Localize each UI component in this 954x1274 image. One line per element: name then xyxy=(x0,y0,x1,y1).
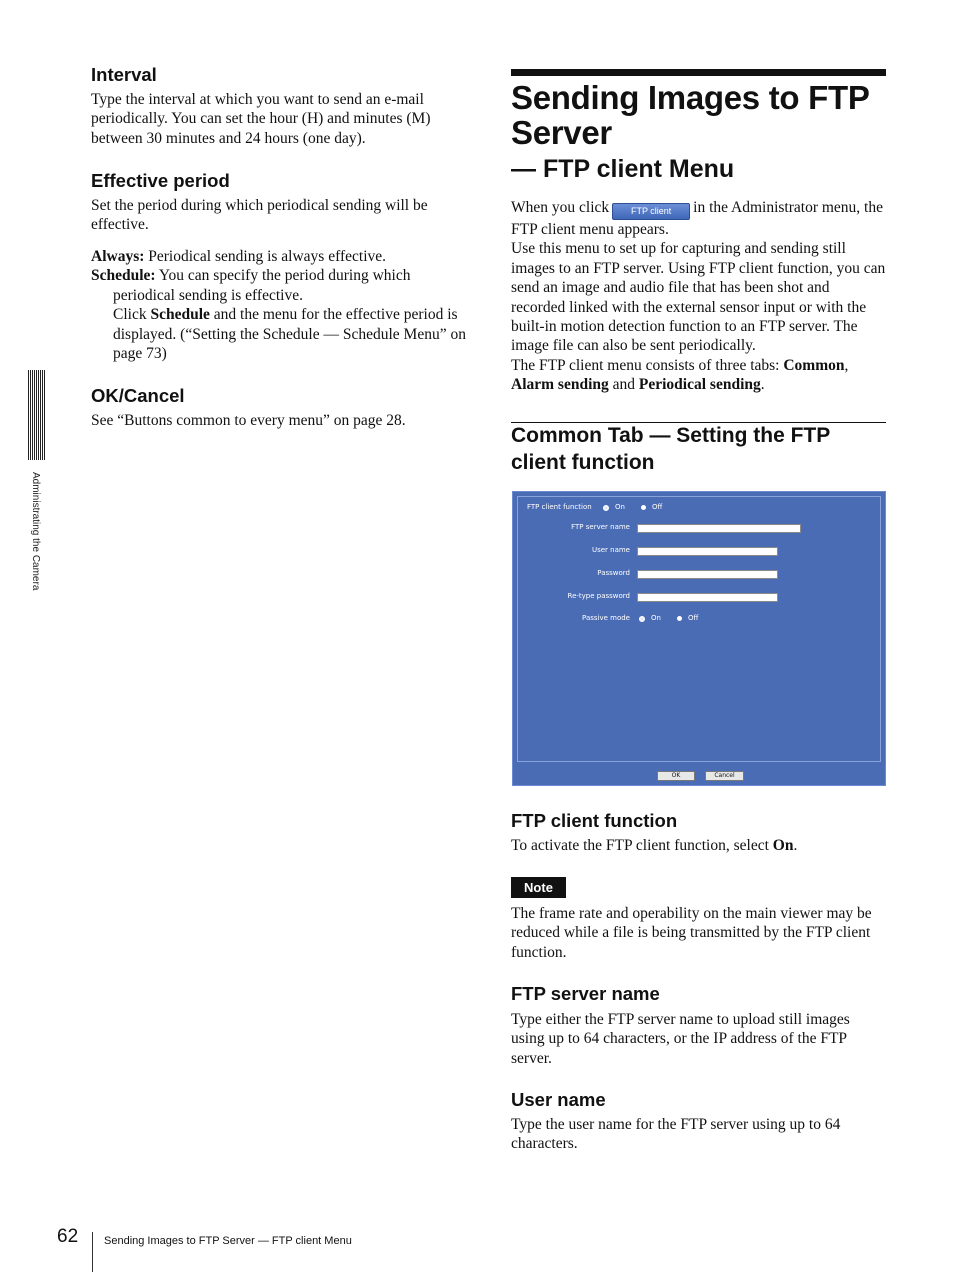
running-title: Sending Images to FTP Server — FTP client Menu xyxy=(104,1235,352,1247)
schedule-text: You can specify the period during which periodical sending is effective. xyxy=(113,267,411,304)
title-rule xyxy=(511,69,886,76)
intro-p3: The FTP client menu consists of three tabs: Common, Alarm sending and Periodical sending. xyxy=(511,356,849,394)
ftp-server-name-heading: FTP server name xyxy=(511,983,660,1004)
ftp-client-function-text: To activate the FTP client function, select On. xyxy=(511,837,798,854)
shot-password-label: Password xyxy=(597,569,630,577)
shot-ftp-server-name-input[interactable] xyxy=(637,524,801,533)
shot-radio-off[interactable] xyxy=(641,505,646,510)
shot-off-label: Off xyxy=(652,503,663,511)
intro-p1: When you click FTP client in the Administrator menu, the FTP client menu appears. xyxy=(511,199,883,238)
intro-p2: Use this menu to set up for capturing and sending still images to an FTP server. Using FTP client function, you can send an image and audio file that has been shot and recorded linked with the external sensor input or with the built-in motion detection function to an FTP server. The image file can also be sent periodically. xyxy=(511,240,886,355)
schedule-term: Schedule: xyxy=(91,267,156,285)
shot-passive-off-label: Off xyxy=(688,614,699,622)
interval-text: Type the interval at which you want to send an e-mail periodically. You can set the hour (H) and minutes (M) between 30 minutes and 24 hours (one day). xyxy=(91,91,431,147)
ok-cancel-heading: OK/Cancel xyxy=(91,385,185,406)
page-title: Sending Images to FTP Server xyxy=(511,79,870,151)
shot-cancel-button[interactable]: Cancel xyxy=(705,771,744,781)
user-name-text: Type the user name for the FTP server using up to 64 characters. xyxy=(511,1116,841,1153)
always-definition xyxy=(91,247,471,266)
ftp-client-menu-button: FTP client xyxy=(612,203,690,220)
shot-retype-password-input[interactable] xyxy=(637,593,778,602)
user-name-heading: User name xyxy=(511,1089,606,1110)
intro-text xyxy=(511,198,887,395)
screenshot-frame xyxy=(517,496,881,762)
shot-ok-button[interactable]: OK xyxy=(657,771,695,781)
shot-passive-on-label: On xyxy=(651,614,661,622)
shot-ftp-server-name-label: FTP server name xyxy=(571,523,630,531)
ok-cancel-text: See “Buttons common to every menu” on page 28. xyxy=(91,412,406,429)
schedule-click-text: Click Schedule and the menu for the effective period is displayed. (“Setting the Schedule — Schedule Menu” on page 73) xyxy=(113,306,466,363)
shot-radio-on-selected[interactable] xyxy=(603,505,609,511)
footer-divider xyxy=(92,1232,93,1272)
ftp-server-name-text: Type either the FTP server name to upload still images using up to 64 characters, or the IP address of the FTP server. xyxy=(511,1011,850,1067)
shot-retype-password-label: Re-type password xyxy=(567,592,630,600)
interval-heading: Interval xyxy=(91,64,157,85)
effective-period-heading: Effective period xyxy=(91,170,230,191)
shot-user-name-label: User name xyxy=(591,546,630,554)
shot-passive-radio-off[interactable] xyxy=(677,616,682,621)
shot-on-label: On xyxy=(615,503,625,511)
shot-passive-radio-on-selected[interactable] xyxy=(639,616,645,622)
ftp-client-function-heading: FTP client function xyxy=(511,810,678,831)
schedule-definition xyxy=(91,266,471,363)
note-badge: Note xyxy=(511,877,566,898)
effective-period-definitions xyxy=(91,247,471,363)
shot-password-input[interactable] xyxy=(637,570,778,579)
always-term: Always: xyxy=(91,248,145,265)
shot-user-name-input[interactable] xyxy=(637,547,778,556)
page-subtitle: — FTP client Menu xyxy=(511,155,735,183)
side-tab-stripes xyxy=(28,370,46,460)
effective-period-text: Set the period during which periodical sending will be effective. xyxy=(91,197,428,234)
shot-ftp-client-function-label: FTP client function xyxy=(527,503,592,511)
always-text: Periodical sending is always effective. xyxy=(148,248,387,265)
shot-passive-mode-label: Passive mode xyxy=(582,614,630,622)
common-tab-heading: Common Tab — Setting the FTP client function xyxy=(511,424,830,474)
side-tab-label: Administrating the Camera xyxy=(30,472,41,591)
page-number: 62 xyxy=(57,1226,79,1247)
ftp-client-screenshot xyxy=(512,491,886,786)
note-text: The frame rate and operability on the main viewer may be reduced while a file is being transmitted by the FTP client function. xyxy=(511,905,872,961)
